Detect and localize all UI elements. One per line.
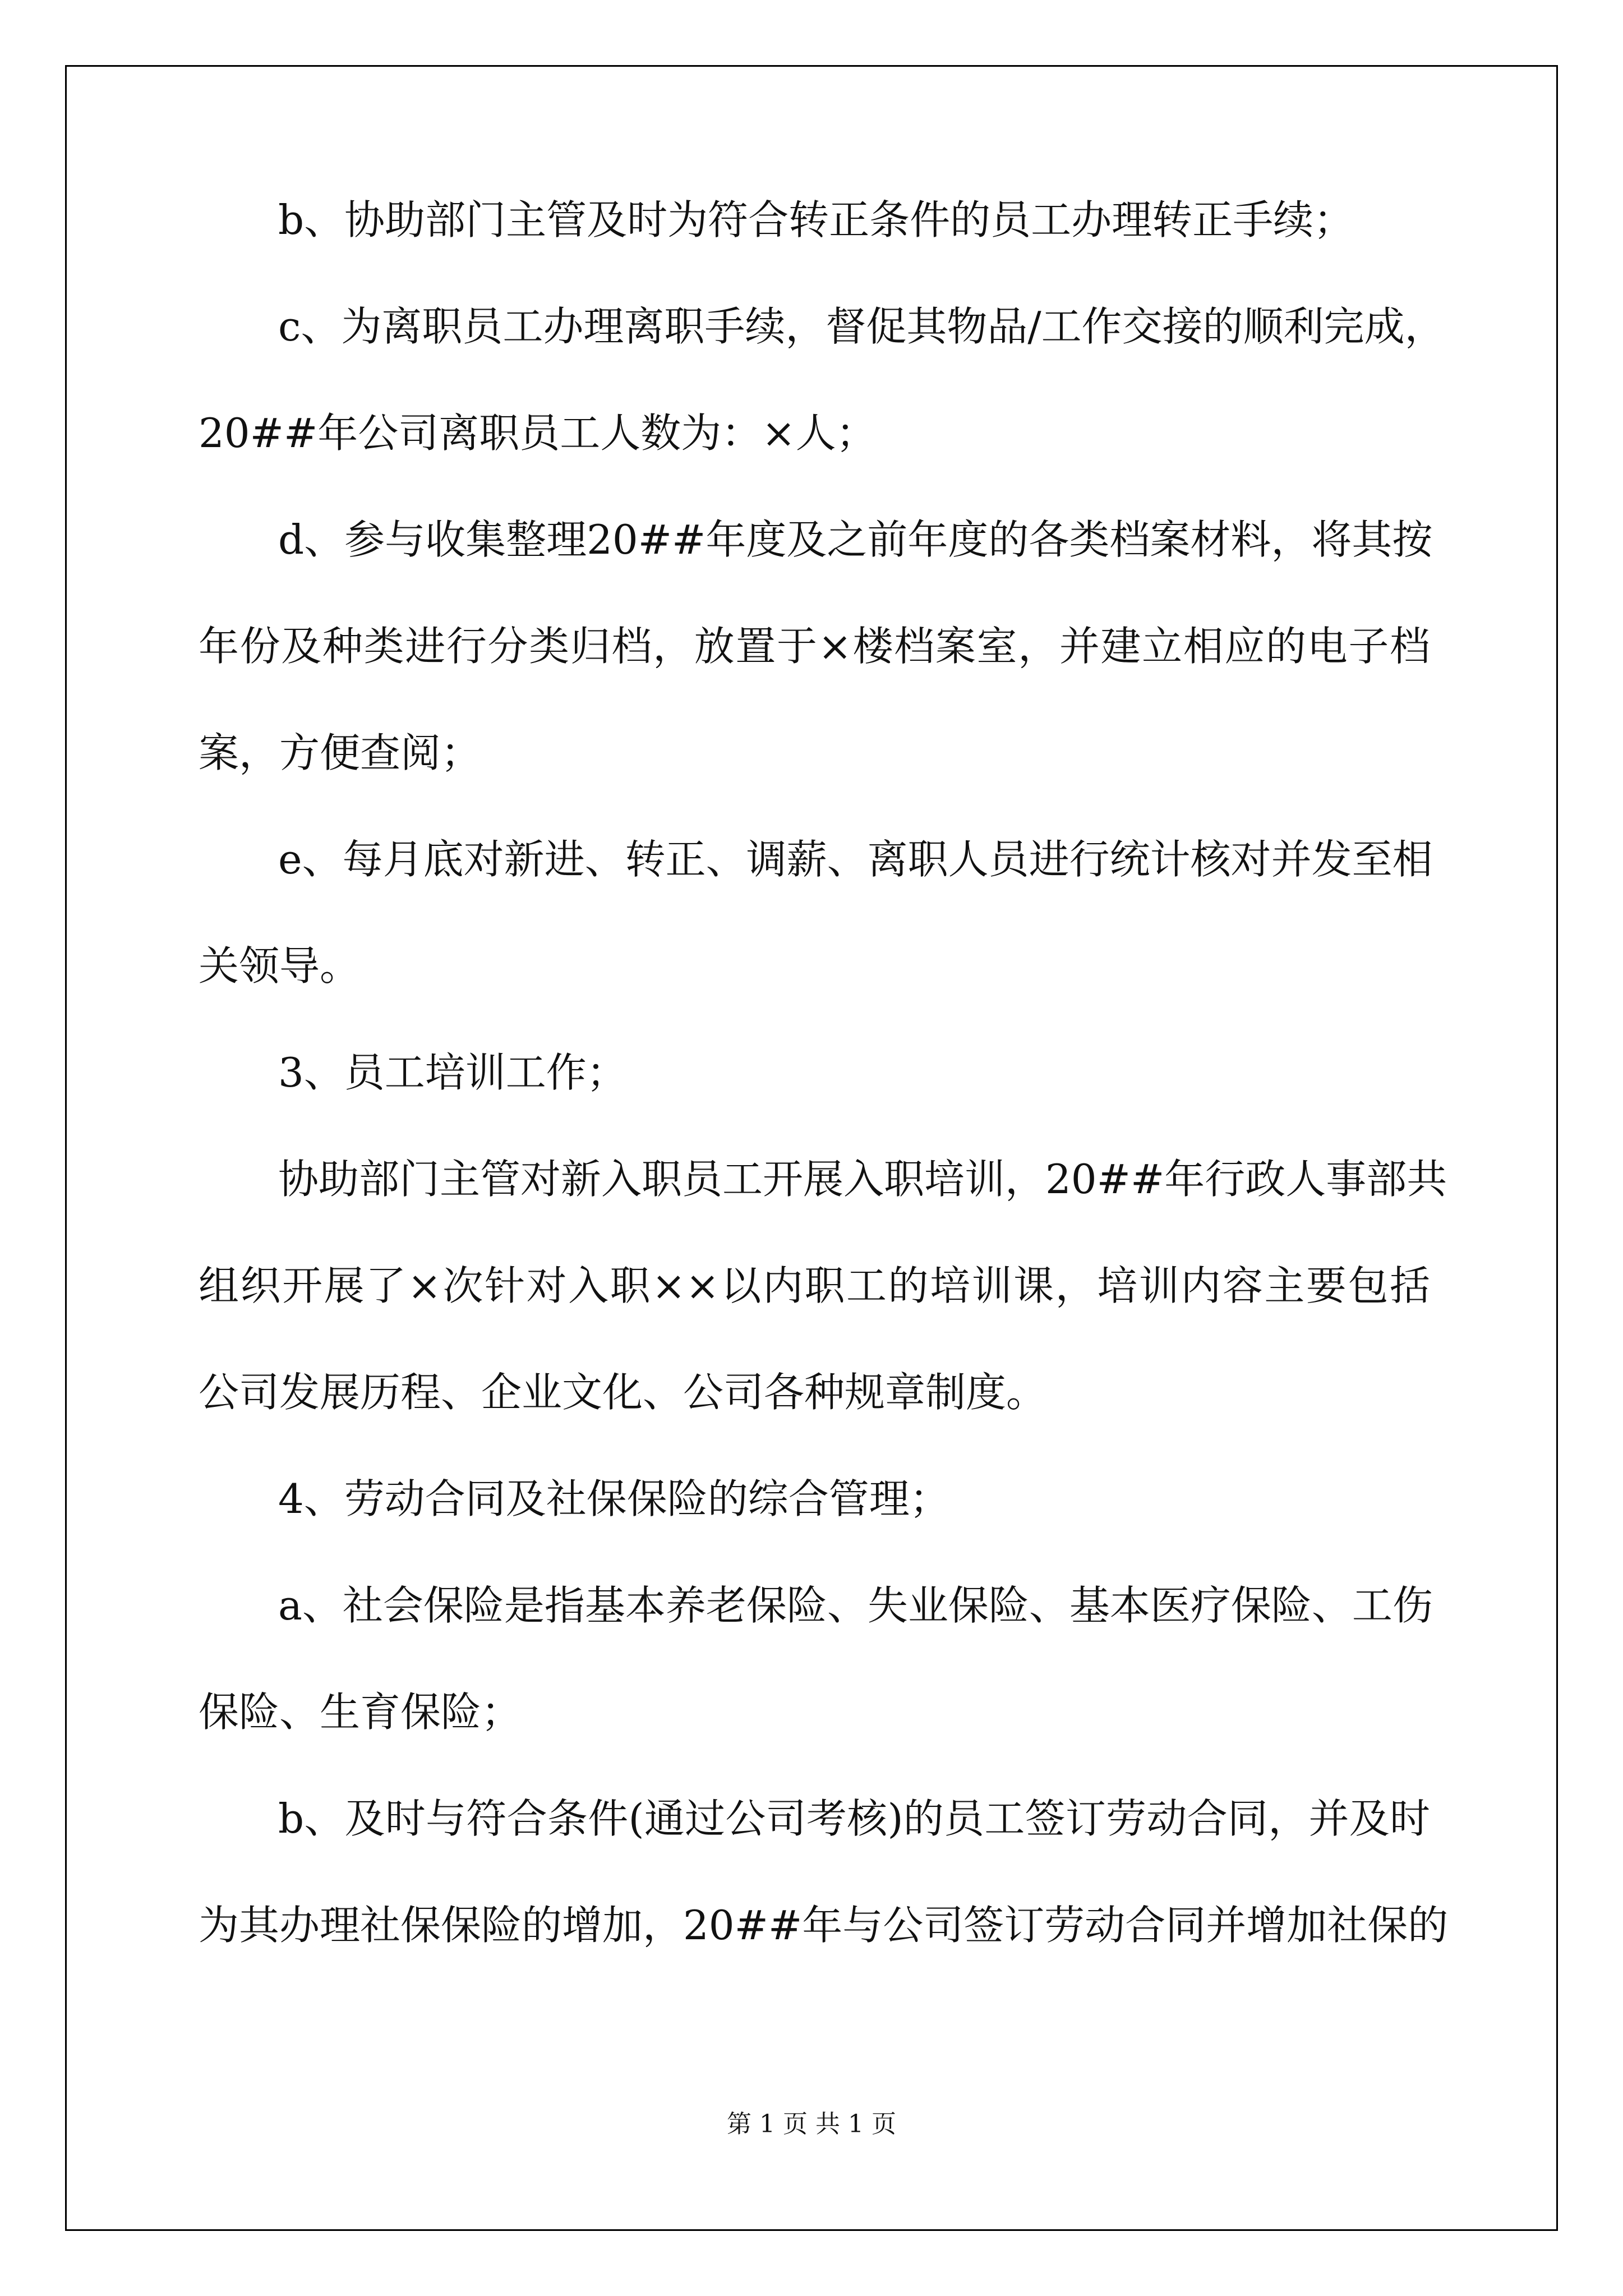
paragraph-line: 年份及种类进行分类归档，放置于×楼档案室，并建立相应的电子档 xyxy=(199,623,1430,670)
paragraph-line: b、及时与符合条件(通过公司考核)的员工签订劳动合同，并及时 xyxy=(278,1795,1430,1842)
paragraph-line: 关领导。 xyxy=(199,942,361,990)
paragraph-line: a、社会保险是指基本养老保险、失业保险、基本医疗保险、工伤 xyxy=(278,1582,1433,1629)
paragraph-line: d、参与收集整理20##年度及之前年度的各类档案材料，将其按 xyxy=(278,516,1433,563)
paragraph-line: c、为离职员工办理离职手续，督促其物品/工作交接的顺利完成， xyxy=(278,303,1445,350)
paragraph-line: 协助部门主管对新入职员工开展入职培训，20##年行政人事部共 xyxy=(278,1156,1447,1203)
paragraph-line: 20##年公司离职员工人数为：×人； xyxy=(199,409,877,457)
paragraph-line: 保险、生育保险； xyxy=(199,1688,522,1736)
section-heading: 3、员工培训工作； xyxy=(278,1049,627,1096)
paragraph-line: 为其办理社保保险的增加，20##年与公司签订劳动合同并增加社保的 xyxy=(199,1902,1449,1949)
paragraph-line: b、协助部门主管及时为符合转正条件的员工办理转正手续； xyxy=(278,196,1354,243)
paragraph-line: 公司发展历程、企业文化、公司各种规章制度。 xyxy=(199,1369,1047,1416)
paragraph-line: 案，方便查阅； xyxy=(199,729,482,776)
section-heading: 4、劳动合同及社保保险的综合管理； xyxy=(278,1475,950,1522)
paragraph-line: 组织开展了×次针对入职××以内职工的培训课，培训内容主要包括 xyxy=(199,1262,1430,1309)
paragraph-line: e、每月底对新进、转正、调薪、离职人员进行统计核对并发至相 xyxy=(278,836,1433,883)
page-number-footer: 第 1 页 共 1 页 xyxy=(727,2110,896,2138)
